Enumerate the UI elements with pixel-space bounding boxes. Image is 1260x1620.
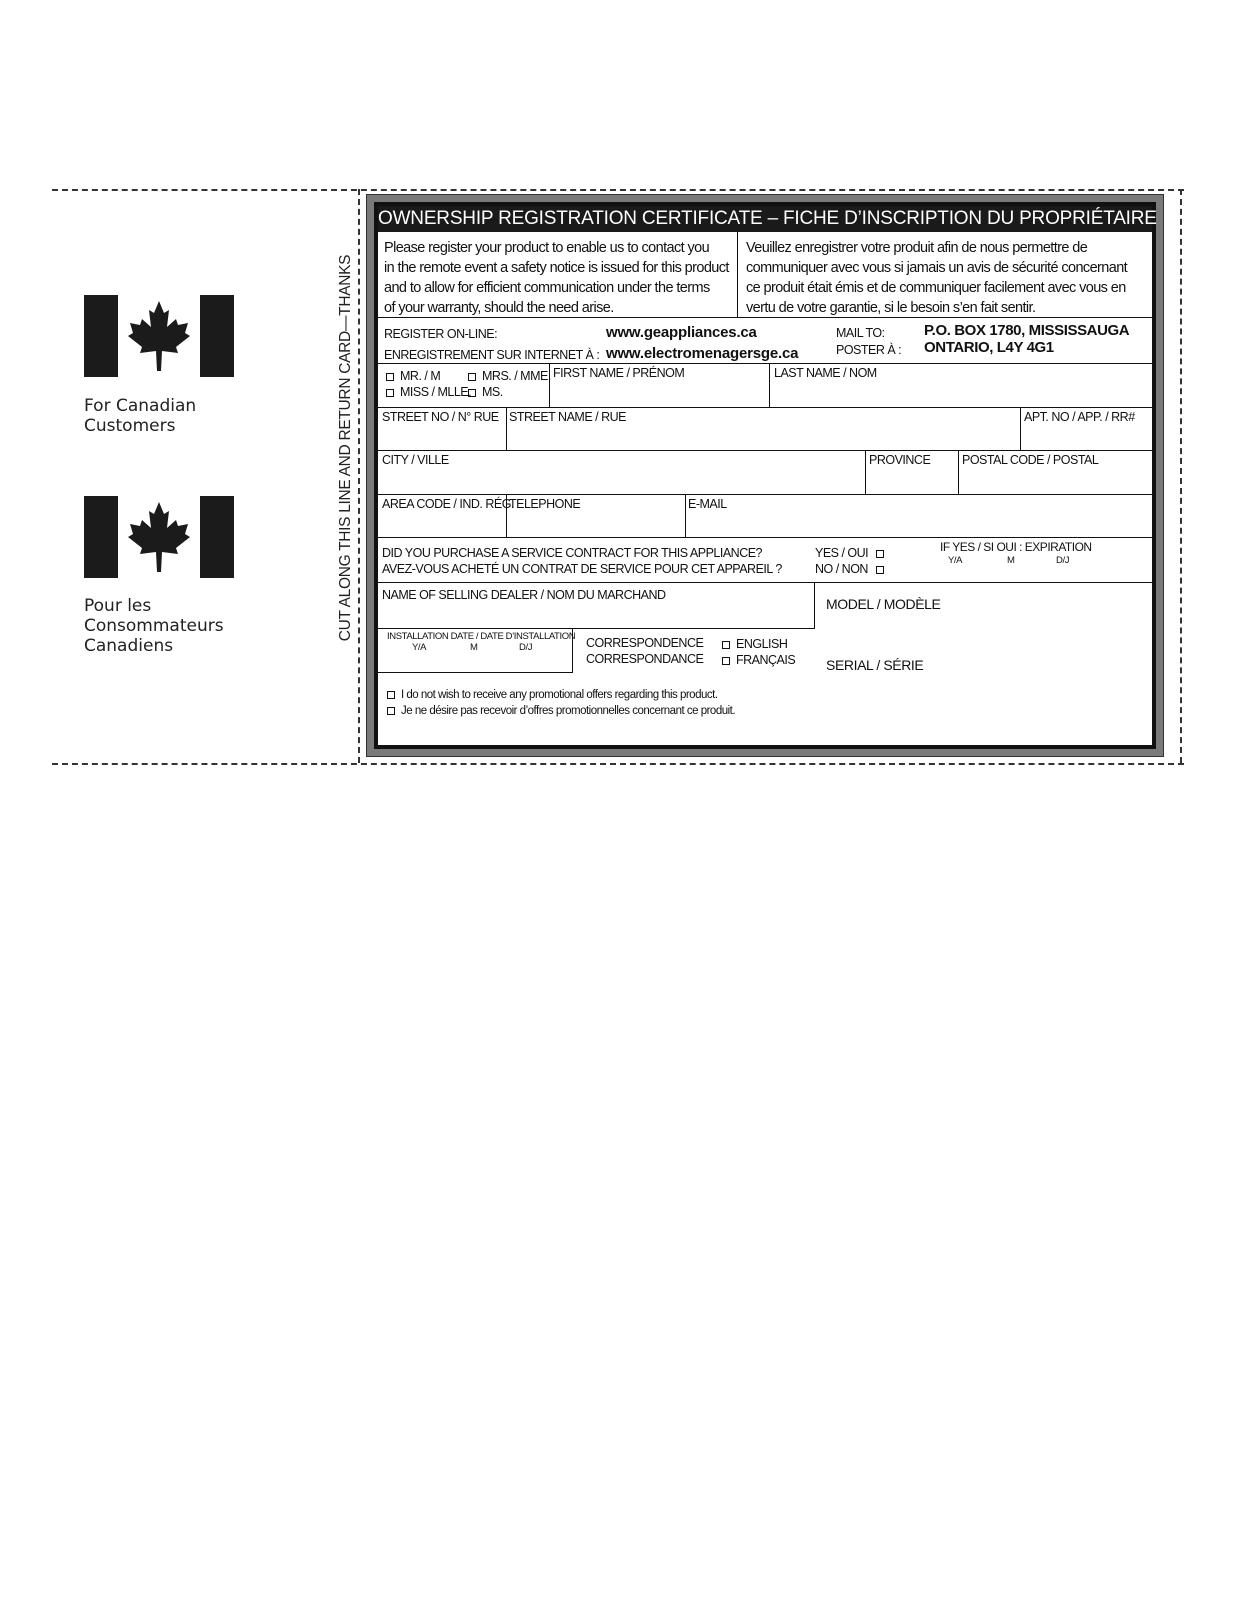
title-option-miss[interactable]: MISS / MLLE. (386, 385, 471, 400)
register-online-label: REGISTER ON-LINE: (384, 327, 498, 341)
checkbox-icon (386, 373, 394, 381)
telephone-field[interactable]: TELEPHONE (509, 497, 581, 511)
promo-optout-en[interactable]: I do not wish to receive any promotional offers regarding this product. (387, 688, 718, 703)
service-no-option[interactable]: NO / NON (815, 562, 890, 577)
first-name-field[interactable]: FIRST NAME / PRÉNOM (553, 366, 685, 380)
cut-line-right (1180, 189, 1182, 763)
postal-code-field[interactable]: POSTAL CODE / POSTAL (962, 453, 1099, 467)
mail-to-label: MAIL TO: (836, 326, 885, 340)
service-yes-option[interactable]: YES / OUI (815, 546, 890, 561)
checkbox-icon (468, 389, 476, 397)
mail-to-label-fr: POSTER À : (836, 343, 902, 357)
correspondence-label-en: CORRESPONDENCE (586, 636, 704, 650)
install-date-year[interactable]: Y/A (412, 642, 427, 653)
install-date-month[interactable]: M (470, 642, 478, 653)
intro-french: Veuillez enregistrer votre produit afin de nous permettre de communiquer avec vous si jamais un avis de sécurité concernant ce produit était émis et de communiquer facilement avec vous en vertu de votre garantie, si le besoin s’en fait sentir. (746, 240, 1128, 316)
install-date-day[interactable]: D/J (519, 642, 533, 653)
canadian-flag-icon (84, 295, 234, 377)
expiration-label: IF YES / SI OUI : EXPIRATION (940, 540, 1092, 554)
service-question-fr: AVEZ-VOUS ACHETÉ UN CONTRAT DE SERVICE POUR CET APPAREIL ? (382, 562, 782, 576)
checkbox-icon (386, 389, 394, 397)
language-french-option[interactable]: FRANÇAIS (722, 653, 795, 668)
city-field[interactable]: CITY / VILLE (382, 453, 449, 467)
expiration-year[interactable]: Y/A (948, 555, 963, 566)
register-online-label-fr: ENREGISTREMENT SUR INTERNET À : (384, 348, 600, 362)
street-no-field[interactable]: STREET NO / N° RUE (382, 410, 499, 424)
canadian-flag-icon (84, 496, 234, 578)
checkbox-icon (876, 566, 884, 574)
title-option-ms[interactable]: MS. (468, 385, 503, 400)
checkbox-icon (387, 691, 395, 699)
flag-caption-french: Pour les Consommateurs Canadiens (84, 596, 224, 656)
registration-card (374, 202, 1156, 749)
expiration-month[interactable]: M (1007, 555, 1015, 566)
checkbox-icon (468, 373, 476, 381)
apt-field[interactable]: APT. NO / APP. / RR# (1024, 410, 1135, 424)
street-name-field[interactable]: STREET NAME / RUE (509, 410, 626, 424)
mail-address: P.O. BOX 1780, MISSISSAUGA ONTARIO, L4Y 4G1 (924, 322, 1130, 356)
model-field[interactable]: MODEL / MODÈLE (826, 596, 941, 612)
title-option-mr[interactable]: MR. / M (386, 369, 440, 384)
checkbox-icon (722, 657, 730, 665)
cut-line-top (52, 189, 1184, 191)
expiration-day[interactable]: D/J (1056, 555, 1070, 566)
service-question-en: DID YOU PURCHASE A SERVICE CONTRACT FOR THIS APPLIANCE? (382, 546, 763, 560)
cut-line-bottom (52, 763, 1184, 765)
checkbox-icon (722, 641, 730, 649)
flag-caption-english: For Canadian Customers (84, 396, 197, 436)
intro-english: Please register your product to enable us to contact you in the remote event a safety notice is issued for this product and to allow for efficient communication under the terms of your warranty, should the need arise. (384, 240, 729, 316)
register-url-fr[interactable]: www.electromenagersge.ca (606, 345, 799, 362)
email-field[interactable]: E-MAIL (688, 497, 727, 511)
dealer-name-field[interactable]: NAME OF SELLING DEALER / NOM DU MARCHAND (382, 588, 666, 602)
title-option-mrs[interactable]: MRS. / MME. (468, 369, 551, 384)
serial-field[interactable]: SERIAL / SÉRIE (826, 657, 924, 673)
promo-optout-fr[interactable]: Je ne désire pas recevoir d’offres promotionnelles concernant ce produit. (387, 704, 735, 719)
card-title: OWNERSHIP REGISTRATION CERTIFICATE – FICHE D’INSCRIPTION DU PROPRIÉTAIRE (378, 206, 1152, 232)
install-date-label: INSTALLATION DATE / DATE D’INSTALLATION (387, 631, 576, 642)
checkbox-icon (387, 707, 395, 715)
correspondence-label-fr: CORRESPONDANCE (586, 652, 704, 666)
province-field[interactable]: PROVINCE (869, 453, 931, 467)
register-url-en[interactable]: www.geappliances.ca (606, 324, 757, 341)
language-english-option[interactable]: ENGLISH (722, 637, 787, 652)
area-code-field[interactable]: AREA CODE / IND. RÉG. (382, 497, 514, 511)
cut-line-fold (358, 189, 360, 763)
last-name-field[interactable]: LAST NAME / NOM (774, 366, 877, 380)
checkbox-icon (876, 550, 884, 558)
